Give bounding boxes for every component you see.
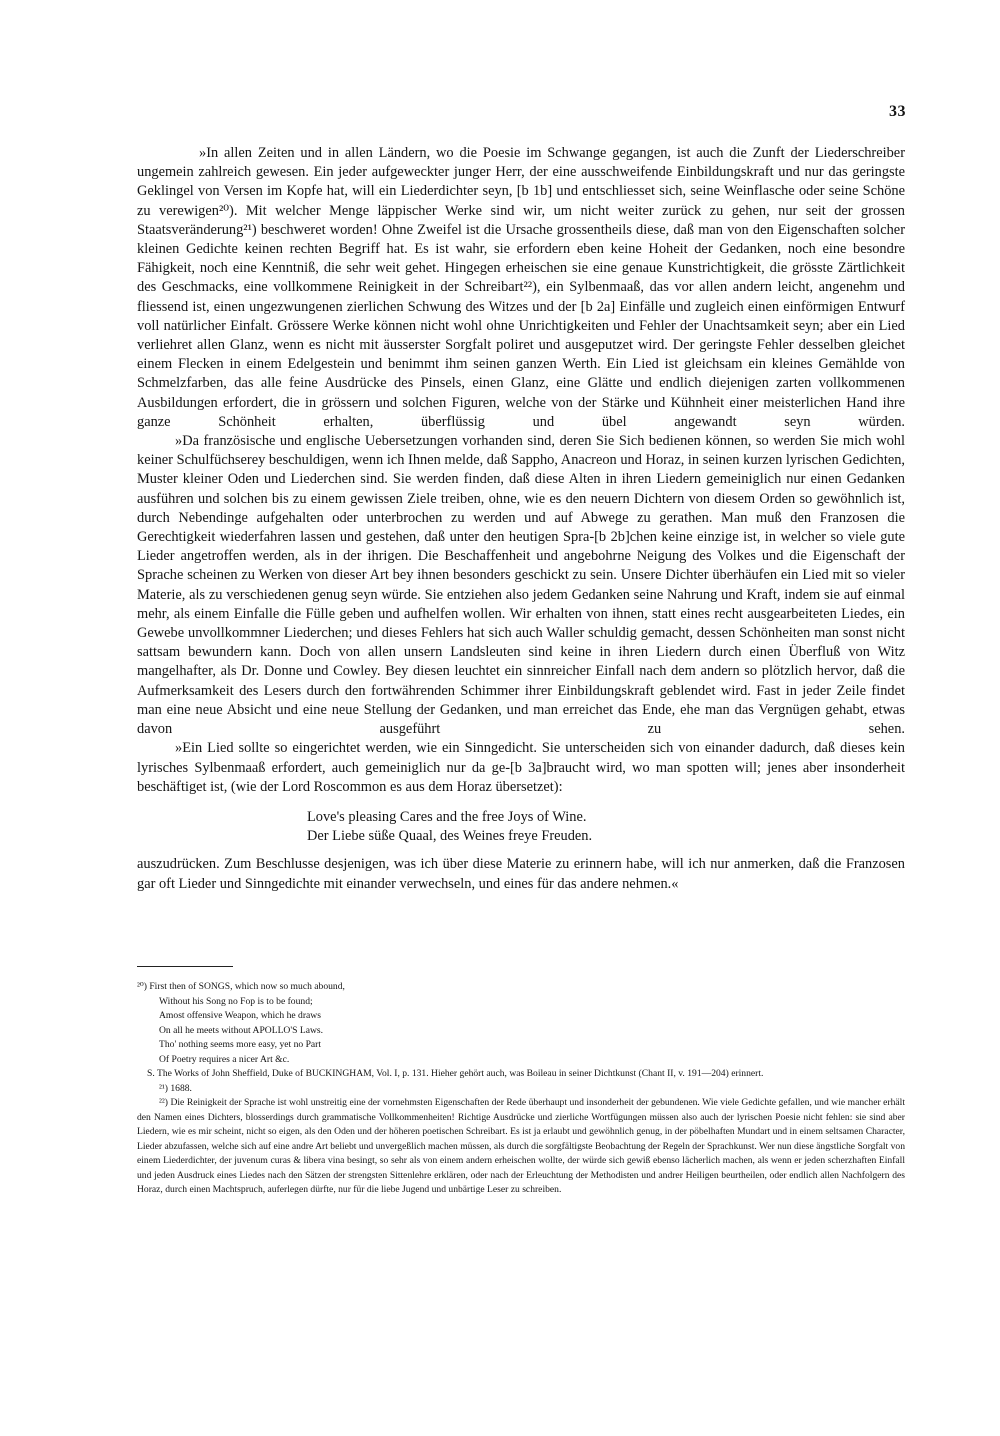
footnote-20-line: On all he meets without APOLLO'S Laws. — [159, 1024, 324, 1036]
footnote-20-line: Of Poetry requires a nicer Art &c. — [159, 1053, 290, 1065]
verse-line-english: Love's pleasing Cares and the free Joys of Wine. — [307, 808, 587, 825]
paragraph-3: »Ein Lied sollte so eingerichtet werden, wie ein Sinngedicht. Sie unterscheiden sich von einander dadurch, daß dieses kein lyrisches Sylbenmaaß erfordert, auch gemeiniglich nur da ge-[b 3a]braucht wird, wo man spotten will; jenes aber insonderheit beschäftiget ist, (wie der Lord Roscommon es aus dem Horaz übersetzet): — [137, 740, 905, 795]
footnotes — [137, 980, 905, 1198]
footnote-20-line: Without his Song no Fop is to be found; — [159, 995, 313, 1007]
footnote-20-line: ²⁰) First then of SONGS, which now so much abound, — [137, 981, 345, 992]
verse-line-german: Der Liebe süße Quaal, des Weines freye Freuden. — [307, 828, 593, 845]
footnote-divider — [137, 966, 233, 967]
footnote-20-line: Tho' nothing seems more easy, yet no Part — [159, 1039, 322, 1050]
main-text — [137, 144, 905, 894]
footnote-20-line: Amost offensive Weapon, which he draws — [159, 1010, 321, 1021]
footnote-20-source: S. The Works of John Sheffield, Duke of BUCKINGHAM, Vol. I, p. 131. Hieher gehört auch, was Boileau in seiner Dichtkunst (Chant II, v. 191—204) erinnert. — [147, 1068, 764, 1079]
paragraph-1: »In allen Zeiten und in allen Ländern, wo die Poesie im Schwange gegangen, ist auch die Zunft der Liederschreiber ungemein zahlreich gewesen. Ein jeder aufgeweckter junger Herr, der eine ausschweifende Einbildungskraft und nur das geringste Geklingel von Versen im Kopfe hat, will ein Liederdichter seyn, [b 1b] und entschliesset sich, seine Weinflasche oder seine Schöne zu verewigen²⁰). Mit welcher Menge läppischer Werke sind wir, um nicht weiter zurück zu gehen, nur seit der grossen Staatsveränderung²¹) beschweret worden! Ohne Zweifel ist die Ursache grossentheils diese, daß man von den Eigenschaften solcher kleinen Gedichte keinen rechten Begriff hat. Es ist wahr, sie erfordern eben keine Hoheit der Gedanken, noch eine besondre Fähigkeit, noch eine Kenntniß, die sehr weit gehet. Hingegen erheischen sie eine genaue Kunstrichtigkeit, die grösste Zärtlichkeit des Geschmacks, eine vollkommene Reinigkeit in der Schreibart²²), ein Sylbenmaaß, das vor allen andern leicht, angenehm und fliessend ist, einen ungezwungenen zierlichen Schwung des Witzes und der [b 2a] Einfälle und zugleich einen einförmigen Entwurf voll natürlicher Einfalt. Grössere Werke können nicht wohl ohne Unrichtigkeiten und Fehler der Unachtsamkeit seyn; aber ein Lied verliehret allen Glanz, wenn es nicht mit äusserster Sorgfalt poliret und ausgeputzet wird. Der geringste Fehler desselben gleichet einem Flecken in einem Edelgestein und benimmt ihm seinen ganzen Werth. Ein Lied ist gleichsam ein kleines Gemählde von Schmelzfarben, das alle feine Ausdrücke des Pinsels, einen Glanz, eine Glätte und endlich diejenigen zarten vollkommenen Ausbildungen erfordert, die in grössern und solchen Figuren, welche von der Stärke und Kühnheit einer meisterlichen Hand ihre ganze Schönheit erhalten, überflüssig und übel angewandt seyn würden. — [137, 145, 905, 430]
footnote-21: ²¹) 1688. — [159, 1082, 192, 1094]
footnote-20-poem — [137, 980, 905, 1067]
page-number: 33 — [889, 103, 906, 120]
closing-paragraph: auszudrücken. Zum Beschlusse desjenigen, was ich über diese Materie zu erinnern habe, will ich nur anmerken, daß die Franzosen gar oft Lieder und Sinngedichte mit einander verwechseln, und eines für das andere nehmen.« — [137, 856, 905, 892]
footnote-22: ²²) Die Reinigkeit der Sprache ist wohl unstreitig eine der vornehmsten Eigenschaften der Rede überhaupt und insonderheit der gebundenen. Wie viele Gedichte gefallen, und wie mancher erhält den Namen eines Dichters, blosserdings durch grammatische Vollkommenheiten! Richtige Ausdrücke und zierliche Wortfügungen müssen also auch der lyrischen Poesie nicht fehlen: sie sind aber Liedern, wie es mir scheint, nicht so eigen, als den Oden und der höheren poetischen Schreibart. Es ist ja erlaubt und gewöhnlich genug, in der pöbelhaften Mundart und in einem seltsamen Character, Lieder abzufassen, welche sich auf eine andre Art beliebt und unvergeßlich machen müssen, als durch die sorgfältigste Beobachtung der Regeln der Sprachkunst. Wer nun diese ängstliche Sorgfalt von einem Liederdichter, der juvenum curas & libera vina besingt, so sehr als von einem andern erheischen wollte, der würde sich gewiß ebenso lächerlich machen, als wenn er jeden scherzhaften Einfall und jeden Ausdruck eines Liedes nach den Sätzen der strengsten Sittenlehre erklären, oder nach der Erleuchtung der Methodisten und andrer Heiligen beurtheilen, oder endlich allen Nachfolgern des Horaz, durch einen Machtspruch, auferlegen dürfte, nur für die liebe Jugend und unbärtige Leser zu schreiben. — [137, 1097, 905, 1195]
paragraph-2: »Da französische und englische Uebersetzungen vorhanden sind, deren Sie Sich bedienen können, so werden Sie mich wohl keiner Schulfüchserey beschuldigen, wenn ich Ihnen melde, daß Sappho, Anacreon und Horaz, in seinen kurzen lyrischen Gedichten, Muster kleiner Oden und Liederchen sind. Sie werden finden, daß diese Alten in ihren Liedern gemeiniglich nur einen Gedanken ausführen und solchen bis zu einem gewissen Ziele treiben, ohne, wie es den neuern Dichtern von diesem Orden so gewöhnlich ist, durch Nebendinge aufgehalten oder unterbrochen zu werden und auf Abwege zu gerathen. Man muß den Franzosen die Gerechtigkeit wiederfahren lassen und gestehen, daß unter den heutigen Spra-[b 2b]chen keine einzige ist, in welcher so viele gute Lieder angetroffen werden, als in der ihrigen. Die Beschaffenheit und angebohrne Neigung des Volkes und die Eigenschaft der Sprache scheinen zu Werken von dieser Art bey ihnen besonders geschickt zu sein. Unsere Dichter überhäufen ein Lied mit so vieler Materie, als zu verschiedenen genug seyn würde. Sie entziehen also jedem Gedanken seine Nahrung und Kraft, indem sie auf einmal mehr, als einem Einfalle die Fülle geben und aufhelfen wollen. Wir erhalten von ihnen, statt eines recht ausgearbeiteten Liedes, ein Gewebe unvollkommner Liederchen; und dieses Fehlers hat sich auch Waller schuldig gemacht, dessen Schönheiten man sonst nicht sattsam bewundern kann. Doch von allen unsern Landsleuten sind keine in ihren Liedern durch einen Überfluß von Witz mangelhafter, als Dr. Donne und Cowley. Bey diesen leuchtet ein sinnreicher Einfall nach dem andern so plötzlich hervor, daß die Aufmerksamkeit des Lesers durch den fortwährenden Schimmer ihrer Einbildungskraft geblendet wird. Fast in jeder Zeile findet man eine neue Absicht und eine neue Stellung der Gedanken, und man erreichet das Ende, ehe man das Vergnügen gehabt, etwas davon ausgeführt zu sehen. — [137, 433, 905, 738]
verse-quote — [307, 808, 905, 846]
